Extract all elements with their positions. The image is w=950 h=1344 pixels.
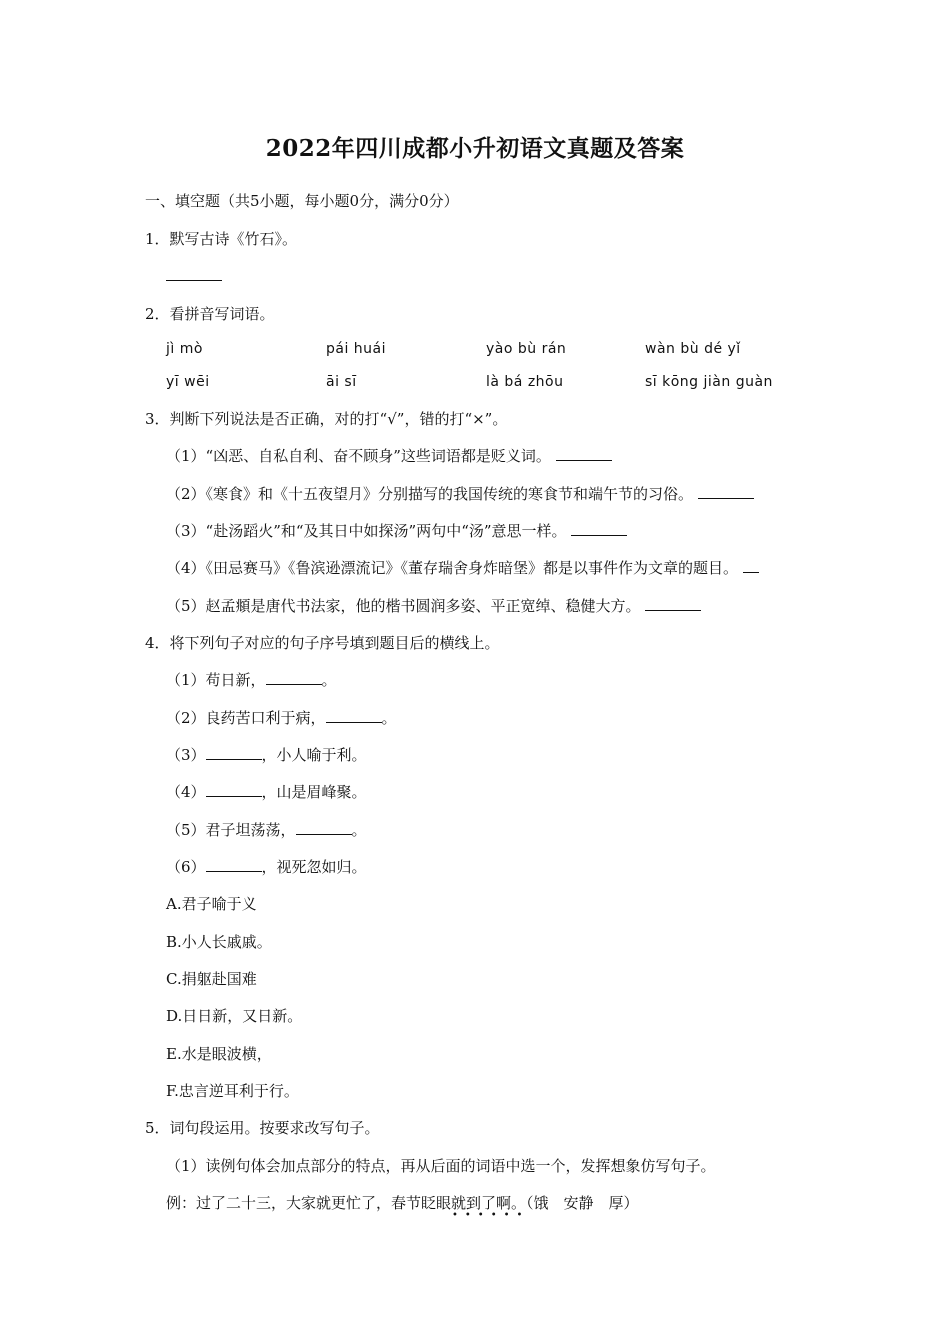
page-title: 2022年四川成都小升初语文真题及答案: [265, 135, 685, 162]
option-b: B.小人长戚戚。: [166, 933, 272, 951]
question-5: 5．词句段运用。按要求改写句子。: [145, 1119, 380, 1137]
answer-blank: [206, 857, 262, 872]
answer-blank: [645, 596, 701, 611]
question-1: 1．默写古诗《竹石》。: [145, 230, 298, 248]
section-heading: 一、填空题（共5小题，每小题0分，满分0分）: [145, 192, 459, 210]
pinyin-item: jì mò: [166, 341, 203, 357]
question-1-answer-blank: [166, 266, 222, 286]
fill-item: （6） ，视死忽如归。: [166, 858, 367, 876]
fill-item: （5）君子坦荡荡， 。: [166, 821, 367, 839]
pinyin-item: āi sī: [326, 374, 357, 390]
pinyin-item: yī wēi: [166, 374, 210, 390]
option-d: D.日日新，又日新。: [166, 1007, 303, 1025]
fill-item: （2）良药苦口利于病， 。: [166, 709, 397, 727]
judgement-item: （4）《田忌赛马》《鲁滨逊漂流记》《董存瑞舍身炸暗堡》都是以事件作为文章的题目。: [166, 558, 759, 578]
fill-item: （3） ，小人喻于利。: [166, 746, 367, 764]
answer-blank: [698, 484, 754, 499]
option-a: A.君子喻于义: [166, 895, 257, 913]
pinyin-item: là bá zhōu: [486, 374, 564, 390]
answer-blank: [206, 782, 262, 797]
question-3: 3．判断下列说法是否正确，对的打“√”，错的打“×”。: [145, 410, 508, 428]
pinyin-item: yào bù rán: [486, 341, 567, 357]
fill-item: （1）苟日新， 。: [166, 671, 337, 689]
judgement-item: （2）《寒食》和《十五夜望月》分别描写的我国传统的寒食节和端午节的习俗。: [166, 484, 754, 504]
option-e: E.水是眼波横，: [166, 1045, 272, 1063]
question-2: 2．看拼音写词语。: [145, 305, 275, 323]
pinyin-item: sī kōng jiàn guàn: [645, 374, 773, 390]
answer-blank: [266, 670, 322, 685]
pinyin-item: wàn bù dé yǐ: [645, 341, 741, 357]
example-sentence: 例：过了二十三，大家就更忙了，春节眨眼就到了啊。（饿 安静 厚）: [166, 1194, 639, 1212]
judgement-item: （3）“赴汤蹈火”和“及其日中如探汤”两句中“汤”意思一样。: [166, 521, 627, 541]
judgement-item: （5）赵孟頫是唐代书法家，他的楷书圆润多姿、平正宽绰、稳健大方。: [166, 596, 701, 616]
answer-blank: [296, 820, 352, 835]
question-5-sub-1: （1）读例句体会加点部分的特点，再从后面的词语中选一个，发挥想象仿写句子。: [166, 1157, 716, 1175]
answer-blank: [571, 521, 627, 536]
fill-item: （4） ，山是眉峰聚。: [166, 783, 367, 801]
emphasis-dots: ••••••: [452, 1210, 530, 1221]
option-c: C.捐躯赴国难: [166, 970, 257, 988]
option-f: F.忠言逆耳利于行。: [166, 1082, 299, 1100]
answer-blank: [326, 708, 382, 723]
answer-blank: [206, 745, 262, 760]
answer-blank: [743, 558, 759, 573]
question-4: 4．将下列句子对应的句子序号填到题目后的横线上。: [145, 634, 500, 652]
pinyin-item: pái huái: [326, 341, 387, 357]
answer-blank: [556, 446, 612, 461]
judgement-item: （1）“凶恶、自私自利、奋不顾身”这些词语都是贬义词。: [166, 446, 612, 466]
